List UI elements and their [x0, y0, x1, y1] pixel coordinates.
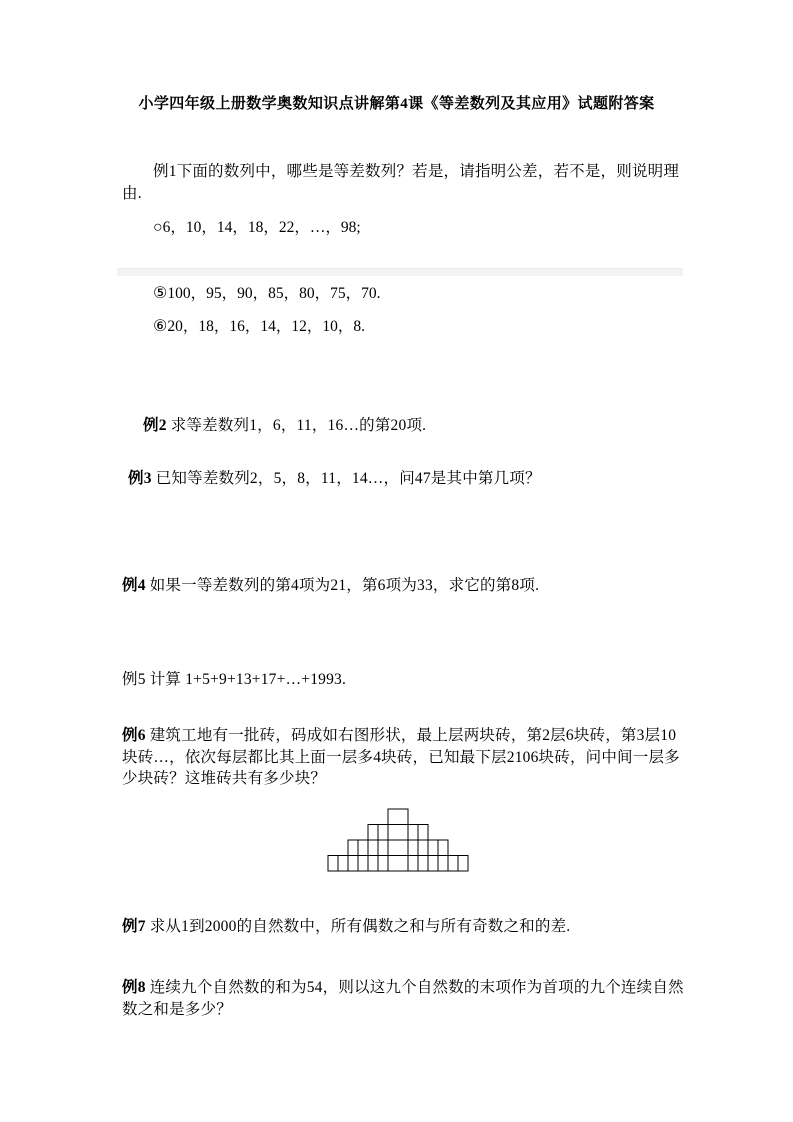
- sequence-1-numbers: 6，10，14，18，22，…，98;: [162, 219, 361, 236]
- example3-text: 已知等差数列2，5，8，11，14…，问47是其中第几项？: [155, 470, 541, 487]
- sequence-item-5: [122, 286, 380, 302]
- example3-label: 例3: [128, 470, 152, 487]
- example4-text: 如果一等差数列的第4项为21，第6项为33，求它的第8项.: [149, 577, 540, 594]
- sequence-5-numbers: 100，95，90，85，80，75，70.: [167, 285, 381, 302]
- sequence-6-numbers: 20，18，16，14，12，10，8.: [167, 318, 365, 335]
- example6-text: 建筑工地有一批砖，码成如右图形状，最上层两块砖，第2层6块砖，第3层10块砖…，依次每层都比其上面一层多4块砖，已知最下层2106块砖，问中间一层多少块砖？这堆砖共有多少块？: [122, 727, 680, 787]
- example5-text: 计算 1+5+9+13+17+…+1993.: [149, 671, 347, 688]
- example8-label: 例8: [122, 979, 146, 996]
- example7-text: 求从1到2000的自然数中，所有偶数之和与所有奇数之和的差.: [149, 918, 571, 935]
- sequence-item-1: [122, 220, 361, 236]
- circled-six-marker-icon: ⑥: [153, 318, 168, 335]
- example1-paragraph: [122, 161, 688, 205]
- example3-paragraph: [128, 468, 541, 490]
- example7-paragraph: [122, 916, 570, 938]
- example8-text: 连续九个自然数的和为54，则以这九个自然数的末项作为首项的九个连续自然数之和是多少？: [122, 979, 684, 1018]
- circle-marker-icon: ○: [153, 219, 163, 236]
- example5-label: 例5: [122, 671, 146, 688]
- circled-five-marker-icon: ⑤: [153, 285, 168, 302]
- example1-text: 下面的数列中，哪些是等差数列？若是，请指明公差，若不是，则说明理由.: [122, 163, 680, 202]
- highlight-band: [117, 268, 683, 276]
- example7-label: 例7: [122, 918, 146, 935]
- example2-label: 例2: [143, 417, 167, 434]
- example2-paragraph: [143, 415, 426, 437]
- example5-paragraph: [122, 669, 346, 691]
- example6-paragraph: [122, 725, 688, 790]
- sequence-item-6: [122, 319, 365, 335]
- example8-paragraph: [122, 977, 688, 1020]
- brick-pyramid-diagram: [327, 808, 471, 872]
- page-title: 小学四年级上册数学奥数知识点讲解第4课《等差数列及其应用》试题附答案: [138, 96, 655, 112]
- example4-paragraph: [122, 575, 539, 597]
- example2-text: 求等差数列1，6，11，16…的第20项.: [170, 417, 427, 434]
- example4-label: 例4: [122, 577, 146, 594]
- example6-label: 例6: [122, 727, 146, 744]
- example1-label: 例1: [153, 163, 177, 180]
